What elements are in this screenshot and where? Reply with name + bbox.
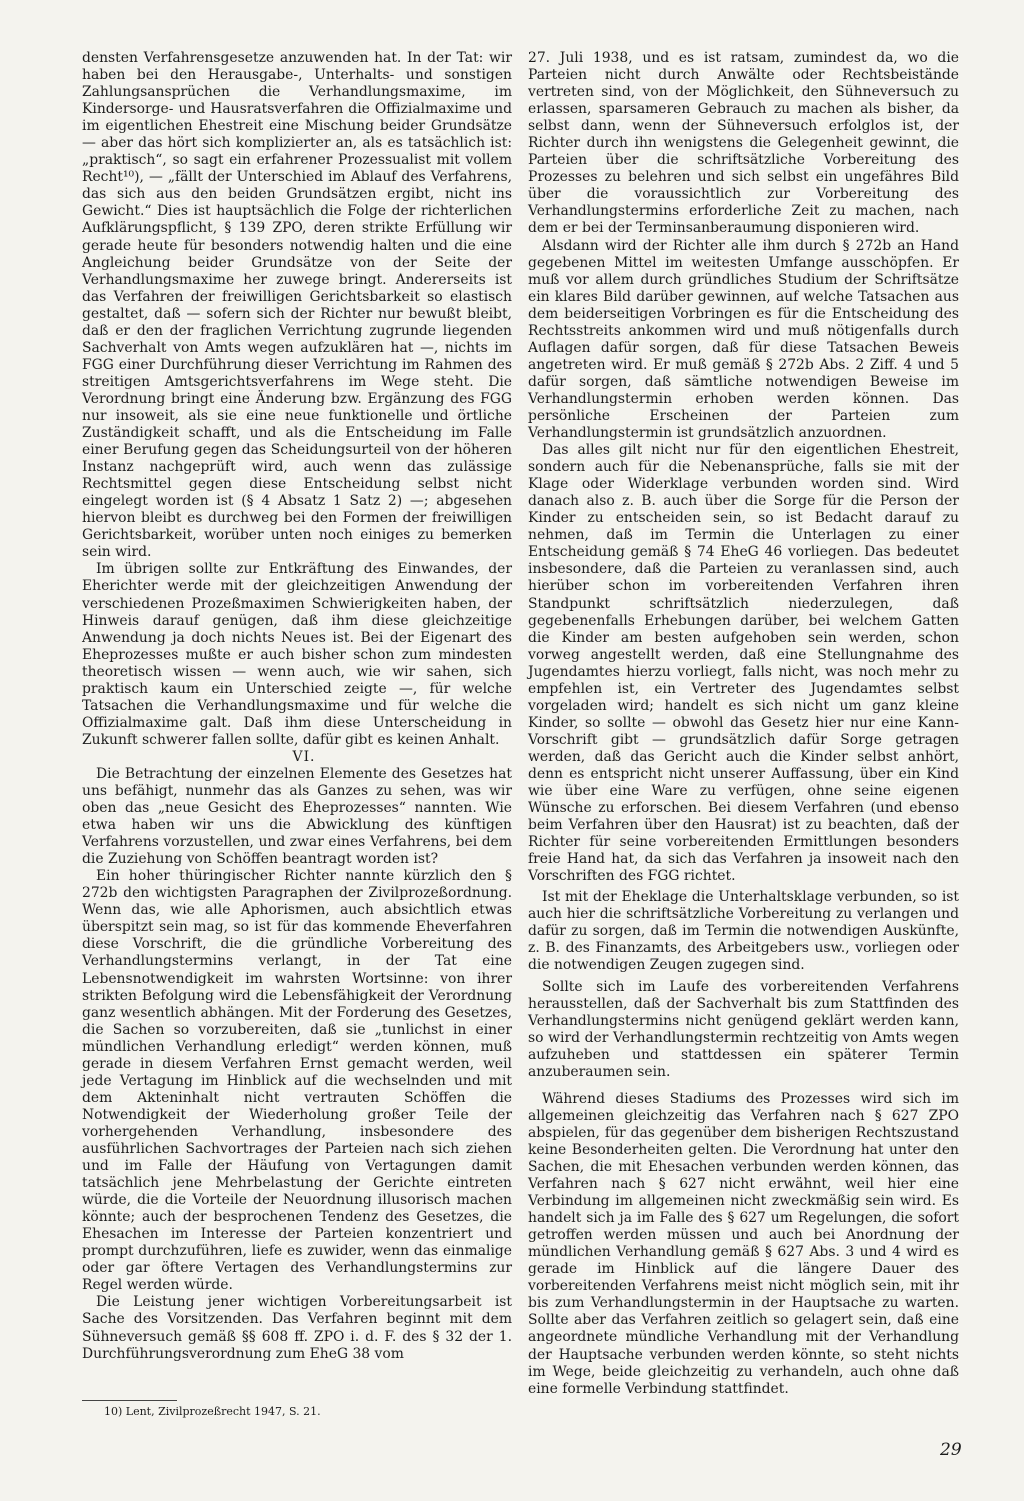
paragraph: Das alles gilt nicht nur für den eigentlichen Ehestreit, sondern auch für die Nebenansprüche, falls sie mit der Klage oder Widerklage verbunden worden sind. Wird danach also z. B. auch über die Sorge für die Person der Kinder zu entscheiden sein, so ist Bedacht darauf zu nehmen, daß im Termin die Unterlagen zu einer Entscheidung gemäß § 74 EheG 46 vorliegen. Das bedeutet insbesondere, daß die Parteien zu veranlassen sind, auch hierüber schon im vorbereitenden Verfahren ihren Standpunkt schriftsätzlich niederzulegen, daß gegebenenfalls Erhebungen darüber, bei welchem Gatten die Kinder am besten aufgehoben sein werden, schon vorweg angestellt werden, daß eine Stellungnahme des Jugendamtes hierzu vorliegt, falls nicht, was noch mehr zu empfehlen ist, ein Vertreter des Jugendamtes selbst vorgeladen wird; handelt es sich nicht um ganz kleine Kinder, so sollte — obwohl das Gesetz hier nur eine Kann-Vorschrift gibt — grundsätzlich dafür Sorge getragen werden, daß das Gericht auch die Kinder selbst anhört, denn es entspricht nicht unserer Auffassung, über ein Kind wie über eine Ware zu verfügen, ohne seine eigenen Wünsche zu erforschen. Bei diesem Verfahren (und ebenso beim Verfahren über den Hausrat) ist zu beachten, daß der Richter für seine vorbereitenden Ermittlungen besonders freie Hand hat, da sich das Verfahren ja insoweit nach den Vorschriften des FGG richtet. — [528, 442, 959, 885]
right-column — [528, 50, 959, 1398]
section-heading: VI. — [292, 748, 316, 765]
paragraph: Die Leistung jener wichtigen Vorbereitungsarbeit ist Sache des Vorsitzenden. Das Verfahren beginnt mit dem Sühneversuch gemäß §§ 608 ff. ZPO i. d. F. des § 32 der 1. Durchführungsverordnung zum EheG 38 vom — [82, 1294, 512, 1362]
paragraph: Während dieses Stadiums des Prozesses wird sich im allgemeinen gleichzeitig das Verfahren nach § 627 ZPO abspielen, für das gegenüber dem bisherigen Rechtszustand keine Besonderheiten gelten. Die Verordnung hat unter den Sachen, die mit Ehesachen verbunden werden können, das Verfahren nach § 627 nicht erwähnt, weil hier eine Verbindung im allgemeinen nicht zweckmäßig sein wird. Es handelt sich ja im Falle des § 627 um Regelungen, die sofort getroffen werden müssen und auch bei Anordnung der mündlichen Verhandlung gemäß § 627 Abs. 3 und 4 wird es gerade im Hinblick auf die längere Dauer des vorbereitenden Verfahrens meist nicht möglich sein, mit ihr bis zum Verhandlungstermin in der Hauptsache zu warten. Sollte aber das Verfahren zeitlich so gelagert sein, daß eine angeordnete mündliche Verhandlung mit der Verhandlung der Hauptsache verbunden werden könnte, so steht nichts im Wege, beide gleichzeitig zu verhandeln, auch ohne daß eine formelle Verbindung stattfindet. — [528, 1090, 959, 1397]
paragraph: Alsdann wird der Richter alle ihm durch § 272b an Hand gegebenen Mittel im weitesten Umfange ausschöpfen. Er muß vor allem durch gründliches Studium der Schriftsätze ein klares Bild darüber gewinnen, auf welche Tatsachen aus dem beiderseitigen Vorbringen es für die Entscheidung des Rechtsstreits ankommen wird und muß nötigenfalls durch Auflagen dafür sorgen, daß für diese Tatsachen Beweis angetreten wird. Er muß gemäß § 272b Abs. 2 Ziff. 4 und 5 dafür sorgen, daß sämtliche notwendigen Beweise im Verhandlungstermin erhoben werden können. Das persönliche Erscheinen der Parteien zum Verhandlungstermin ist grundsätzlich anzuordnen. — [528, 237, 959, 442]
page-number: 29 — [940, 1440, 962, 1460]
footnote: 10) Lent, Zivilprozeßrecht 1947, S. 21. — [104, 1405, 321, 1418]
paragraph: Im übrigen sollte zur Entkräftung des Einwandes, der Eherichter werde mit der gleichzeitigen Anwendung der verschiedenen Prozeßmaximen Schwierigkeiten haben, der Hinweis darauf genügen, daß ihm diese gleichzeitige Anwendung ja doch nichts Neues ist. Bei der Eigenart des Eheprozesses mußte er auch bisher schon zum mindesten theoretisch wissen — wenn auch, wie wir sahen, sich praktisch kaum ein Unterschied zeigte —, für welche Tatsachen die Verhandlungsmaxime und für welche die Offizialmaxime galt. Daß ihm diese Unterscheidung in Zukunft schwerer fallen sollte, dafür gibt es keinen Anhalt. — [82, 561, 512, 748]
paragraph: Sollte sich im Laufe des vorbereitenden Verfahrens herausstellen, daß der Sachverhalt bis zum Stattfinden des Verhandlungstermins nicht genügend geklärt werden kann, so wird der Verhandlungstermin rechtzeitig von Amts wegen aufzuheben und stattdessen ein späterer Termin anzuberaumen sein. — [528, 978, 959, 1080]
paragraph: densten Verfahrensgesetze anzuwenden hat. In der Tat: wir haben bei den Herausgabe-, Unterhalts- und sonstigen Zahlungsansprüchen die Verhandlungsmaxime, im Kindersorge- und Hausratsverfahren die Offizialmaxime und im eigentlichen Ehestreit eine Mischung beider Grundsätze — aber das hört sich komplizierter an, als es tatsächlich ist: „praktisch“, so sagt ein erfahrener Prozessualist mit vollem Recht¹⁰), — „fällt der Unterschied im Ablauf des Verfahrens, das sich aus den beiden Grundsätzen ergibt, nicht ins Gewicht.“ Dies ist hauptsächlich die Folge der richterlichen Aufklärungspflicht, § 139 ZPO, deren strikte Erfüllung wir gerade heute für besonders notwendig halten und die eine Angleichung beider Grundsätze von der Seite der Verhandlungsmaxime her zuwege bringt. Andererseits ist das Verfahren der freiwilligen Gerichtsbarkeit so elastisch gestaltet, daß — sofern sich der Richter nur bewußt bleibt, daß er den der fraglichen Verrichtung zugrunde liegenden Sachverhalt von Amts wegen aufzuklären hat —, nichts im FGG einer Durchführung dieser Verrichtung im Rahmen des streitigen Amtsgerichtsverfahrens im Wege steht. Die Verordnung bringt eine Änderung bzw. Ergänzung des FGG nur insoweit, als sie eine neue funktionelle und örtliche Zuständigkeit schafft, und als die Entscheidung im Falle einer Berufung gegen das Scheidungsurteil von der höheren Instanz nachgeprüft wird, auch wenn das zulässige Rechtsmittel gegen diese Entscheidung selbst nicht eingelegt worden ist (§ 4 Absatz 1 Satz 2) —; abgesehen hiervon bleibt es durchweg bei den Formen der freiwilligen Gerichtsbarkeit, worüber unten noch einiges zu bemerken sein wird. — [82, 50, 512, 561]
footnote-rule — [82, 1400, 177, 1401]
paragraph: Ist mit der Eheklage die Unterhaltsklage verbunden, so ist auch hier die schriftsätzliche Vorbereitung zu verlangen und dafür zu sorgen, daß im Termin die notwendigen Auskünfte, z. B. des Finanzamts, des Arbeitgebers usw., vorliegen oder die notwendigen Zeugen zugegen sind. — [528, 889, 959, 974]
left-column — [82, 50, 512, 1363]
paragraph: Die Betrachtung der einzelnen Elemente des Gesetzes hat uns befähigt, nunmehr das als Ganzes zu sehen, was wir oben das „neue Gesicht des Eheprozesses“ nannten. Wie etwa haben wir uns die Abwicklung des künftigen Verfahrens vorzustellen, und zwar eines Verfahrens, bei dem die Zuziehung von Schöffen beantragt worden ist? — [82, 765, 512, 868]
paragraph: Ein hoher thüringischer Richter nannte kürzlich den § 272b den wichtigsten Paragraphen der Zivilprozeßordnung. Wenn das, wie alle Aphorismen, auch absichtlich etwas überspitzt sein mag, so ist für das kommende Eheverfahren diese Vorschrift, die die gründliche Vorbereitung des Verhandlungstermins verlangt, in der Tat eine Lebensnotwendigkeit im wahrsten Wortsinne: von ihrer strikten Befolgung wird die Lebensfähigkeit der Verordnung ganz wesentlich abhängen. Mit der Forderung des Gesetzes, die Sachen so vorzubereiten, daß sie „tunlichst in einer mündlichen Verhandlung erledigt“ werden können, muß gerade in diesem Verfahren Ernst gemacht werden, weil jede Vertagung im Hinblick auf die wechselnden und mit dem Akteninhalt nicht vertrauten Schöffen die Notwendigkeit der Wiederholung großer Teile der vorhergehenden Verhandlung, insbesondere des ausführlichen Sachvortrages der Parteien nach sich ziehen und im Falle der Häufung von Vertagungen damit tatsächlich jene Mehrbelastung der Gerichte eintreten würde, die die Vorteile der Neuordnung illusorisch machen könnte; auch der besprochenen Tendenz des Gesetzes, die Ehesachen im Interesse der Parteien konzentriert und prompt durchzuführen, liefe es zuwider, wenn das einmalige oder gar öftere Vertagen des Verhandlungstermins zur Regel werden würde. — [82, 868, 512, 1294]
paragraph: 27. Juli 1938, und es ist ratsam, zumindest da, wo die Parteien nicht durch Anwälte oder Rechtsbeistände vertreten sind, von der Möglichkeit, den Sühneversuch zu erlassen, sparsameren Gebrauch zu machen als bisher, da selbst dann, wenn der Sühneversuch erfolglos ist, der Richter durch ihn wenigstens die Gelegenheit gewinnt, die Parteien über die schriftsätzliche Vorbereitung des Prozesses zu belehren und sich selbst ein ungefähres Bild über die voraussichtlich zur Vorbereitung des Verhandlungstermins erforderliche Zeit zu machen, nach dem er bei der Terminsanberaumung disponieren wird. — [528, 50, 959, 237]
